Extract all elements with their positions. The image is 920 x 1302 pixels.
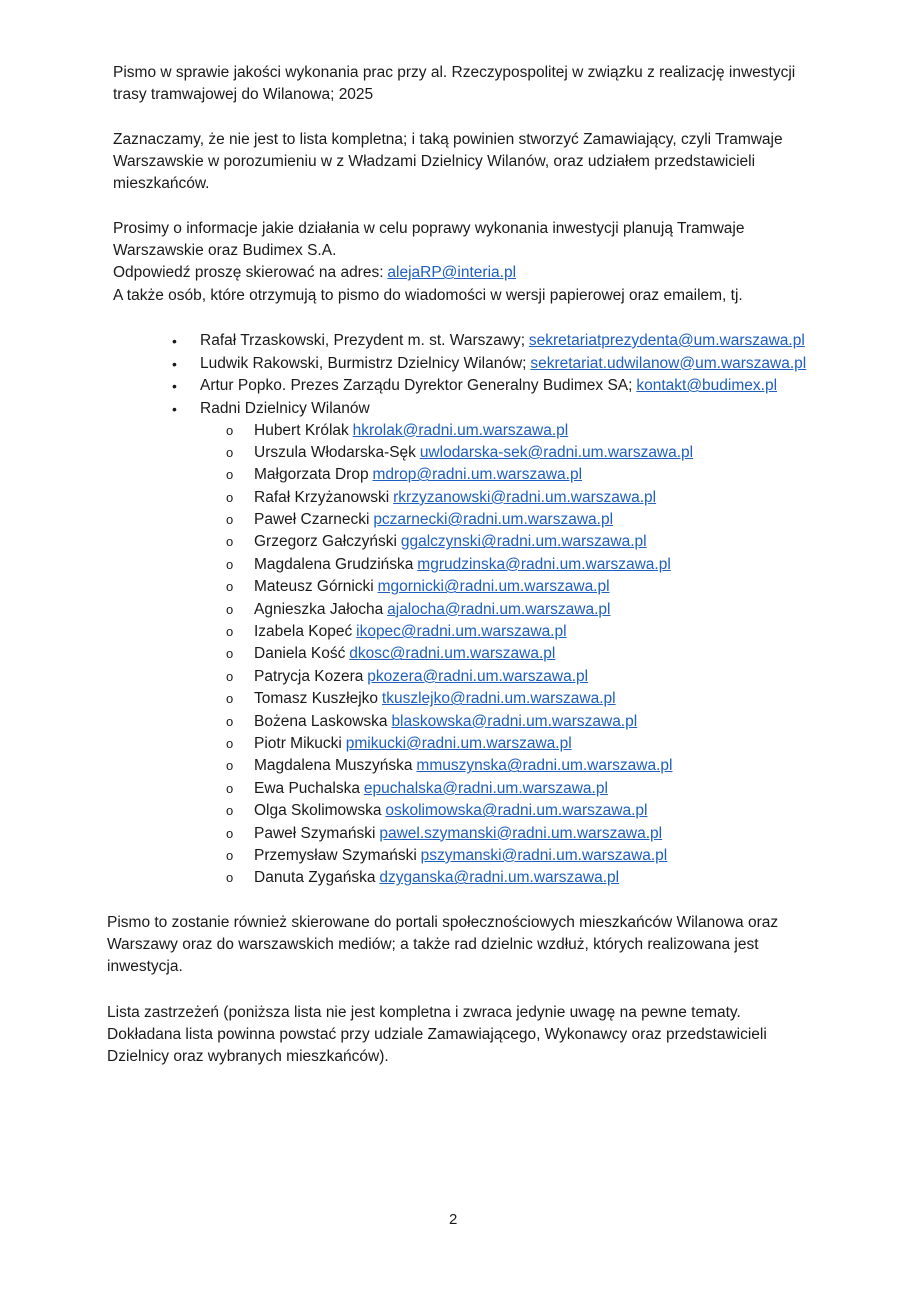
council-member-email-link[interactable]: ggalczynski@radni.um.warszawa.pl <box>400 533 647 551</box>
list-item <box>170 330 890 353</box>
council-member-name: Piotr Mikucki <box>254 734 342 752</box>
council-member-email-link[interactable]: mgrudzinska@radni.um.warszawa.pl <box>417 555 671 573</box>
list-item <box>226 711 693 733</box>
list-item <box>226 531 693 553</box>
list-item <box>226 599 693 621</box>
council-member-name: Ewa Puchalska <box>254 779 360 797</box>
reply-email-link[interactable]: alejaRP@interia.pl <box>387 264 517 281</box>
circle-bullet-icon: o <box>226 646 234 662</box>
council-member-email-link[interactable]: ajalocha@radni.um.warszawa.pl <box>387 600 611 618</box>
council-member-email-link[interactable]: pszymanski@radni.um.warszawa.pl <box>420 846 668 864</box>
council-member-name: Mateusz Górnicki <box>254 578 374 596</box>
council-members-list <box>226 420 693 890</box>
circle-bullet-icon: o <box>226 668 234 684</box>
circle-bullet-icon: o <box>226 534 234 550</box>
council-member-name: Tomasz Kuszłejko <box>254 690 379 708</box>
council-member-email-link[interactable]: pkozera@radni.um.warszawa.pl <box>367 667 589 685</box>
recipients-list <box>170 330 890 887</box>
letter-subject: Pismo w sprawie jakości wykonania prac przy al. Rzeczypospolitej w związku z realizację inwestycji trasy tramwajowej do Wilanowa; 2025 <box>113 64 796 103</box>
list-item <box>226 487 693 509</box>
circle-bullet-icon: o <box>226 422 234 438</box>
council-member-email-link[interactable]: pmikucki@radni.um.warszawa.pl <box>345 734 572 752</box>
list-item <box>226 509 693 531</box>
list-item <box>226 666 693 688</box>
reply-address-label: Odpowiedź proszę skierować na adres: <box>113 264 384 281</box>
list-item <box>226 688 693 710</box>
bullet-icon: • <box>172 400 177 417</box>
list-item <box>226 845 693 867</box>
list-item <box>226 823 693 845</box>
list-item <box>226 621 693 643</box>
council-member-email-link[interactable]: rkrzyzanowski@radni.um.warszawa.pl <box>393 488 657 506</box>
recipient-email-link[interactable]: kontakt@budimex.pl <box>636 377 778 394</box>
bullet-icon: • <box>172 333 177 349</box>
council-member-name: Magdalena Muszyńska <box>254 757 413 775</box>
list-item <box>226 755 693 777</box>
council-member-name: Olga Skolimowska <box>254 802 382 820</box>
council-member-name: Patrycja Kozera <box>254 667 364 685</box>
list-item <box>226 733 693 755</box>
circle-bullet-icon: o <box>226 847 234 863</box>
council-member-name: Grzegorz Gałczyński <box>254 533 397 551</box>
council-member-name: Małgorzata Drop <box>254 466 369 484</box>
list-item <box>170 353 890 376</box>
council-member-name: Hubert Królak <box>254 421 349 439</box>
page-number: 2 <box>449 1211 458 1228</box>
list-item <box>226 867 693 889</box>
council-member-email-link[interactable]: mdrop@radni.um.warszawa.pl <box>372 466 583 484</box>
circle-bullet-icon: o <box>226 691 234 707</box>
council-member-name: Paweł Czarnecki <box>254 511 370 529</box>
information-request: Prosimy o informacje jakie działania w celu poprawy wykonania inwestycji planują Tramwaje Warszawskie oraz Budimex S.A. <box>113 220 745 259</box>
circle-bullet-icon: o <box>226 780 234 796</box>
list-item <box>226 576 693 598</box>
council-member-email-link[interactable]: tkuszlejko@radni.um.warszawa.pl <box>381 690 616 708</box>
list-item <box>226 420 693 442</box>
council-member-email-link[interactable]: mgornicki@radni.um.warszawa.pl <box>377 578 610 596</box>
council-member-email-link[interactable]: dzyganska@radni.um.warszawa.pl <box>379 869 620 887</box>
council-member-name: Magdalena Grudzińska <box>254 555 414 573</box>
council-member-email-link[interactable]: mmuszynska@radni.um.warszawa.pl <box>416 757 673 775</box>
council-member-email-link[interactable]: oskolimowska@radni.um.warszawa.pl <box>385 802 648 820</box>
recipient-name: Rafał Trzaskowski, Prezydent m. st. Warszawy; <box>200 332 526 349</box>
council-member-email-link[interactable]: pawel.szymanski@radni.um.warszawa.pl <box>379 824 663 842</box>
council-member-name: Daniela Kość <box>254 645 346 663</box>
list-item <box>170 375 890 398</box>
distribution-note: Pismo to zostanie również skierowane do portali społecznościowych mieszkańców Wilanowa oraz Warszawy oraz do warszawskich mediów; a także rad dzielnic wzdłuż, których realizowana jest inwestycja. <box>107 914 779 975</box>
circle-bullet-icon: o <box>226 467 234 483</box>
list-item-council <box>170 398 890 887</box>
council-member-email-link[interactable]: epuchalska@radni.um.warszawa.pl <box>363 779 608 797</box>
council-member-name: Izabela Kopeć <box>254 623 353 641</box>
list-item <box>226 442 693 464</box>
recipient-name: Ludwik Rakowski, Burmistrz Dzielnicy Wilanów; <box>200 354 527 372</box>
circle-bullet-icon: o <box>226 489 234 505</box>
completeness-note: Zaznaczamy, że nie jest to lista kompletna; i taką powinien stworzyć Zamawiający, czyli Tramwaje Warszawskie w porozumieniu w z Władzami Dzielnicy Wilanów, oraz udziałem przedstawicieli mieszkańców. <box>113 131 783 192</box>
list-item <box>226 778 693 800</box>
council-member-name: Przemysław Szymański <box>254 846 417 864</box>
circle-bullet-icon: o <box>226 579 234 595</box>
circle-bullet-icon: o <box>226 556 234 572</box>
circle-bullet-icon: o <box>226 803 234 819</box>
council-member-name: Danuta Zygańska <box>254 869 376 887</box>
list-item <box>226 643 693 665</box>
bullet-icon: • <box>172 355 177 372</box>
council-member-name: Paweł Szymański <box>254 824 376 842</box>
council-member-email-link[interactable]: ikopec@radni.um.warszawa.pl <box>356 623 567 641</box>
circle-bullet-icon: o <box>226 601 234 617</box>
council-member-email-link[interactable]: uwlodarska-sek@radni.um.warszawa.pl <box>419 443 694 461</box>
recipient-email-link[interactable]: sekretariat.udwilanow@um.warszawa.pl <box>530 354 807 372</box>
objections-intro: Lista zastrzeżeń (poniższa lista nie jest kompletna i zwraca jedynie uwagę na pewne tematy. Dokładana lista powinna powstać przy udziale Zamawiającego, Wykonawcy oraz przedstawicieli Dzielnicy oraz wybranych mieszkańców). <box>107 1004 767 1065</box>
council-label: Radni Dzielnicy Wilanów <box>200 399 370 417</box>
list-item <box>226 800 693 822</box>
list-item <box>226 554 693 576</box>
list-item <box>226 464 693 486</box>
council-member-email-link[interactable]: hkrolak@radni.um.warszawa.pl <box>352 421 569 439</box>
circle-bullet-icon: o <box>226 713 234 729</box>
circle-bullet-icon: o <box>226 444 234 460</box>
council-member-email-link[interactable]: pczarnecki@radni.um.warszawa.pl <box>373 511 614 529</box>
circle-bullet-icon: o <box>226 512 234 528</box>
council-member-name: Bożena Laskowska <box>254 712 388 730</box>
circle-bullet-icon: o <box>226 735 234 751</box>
reply-address-line <box>113 262 813 284</box>
circle-bullet-icon: o <box>226 758 234 774</box>
recipient-email-link[interactable]: sekretariatprezydenta@um.warszawa.pl <box>528 332 805 349</box>
council-member-name: Urszula Włodarska-Sęk <box>254 443 416 461</box>
bullet-icon: • <box>172 378 177 394</box>
circle-bullet-icon: o <box>226 870 234 886</box>
council-member-email-link[interactable]: blaskowska@radni.um.warszawa.pl <box>391 712 638 730</box>
circle-bullet-icon: o <box>226 624 234 640</box>
recipient-name: Artur Popko. Prezes Zarządu Dyrektor Generalny Budimex SA; <box>200 377 633 394</box>
council-member-name: Rafał Krzyżanowski <box>254 488 390 506</box>
circle-bullet-icon: o <box>226 825 234 841</box>
copies-intro: A także osób, które otrzymują to pismo do wiadomości w wersji papierowej oraz emailem, tj. <box>113 287 743 304</box>
council-member-email-link[interactable]: dkosc@radni.um.warszawa.pl <box>349 645 556 663</box>
council-member-name: Agnieszka Jałocha <box>254 600 384 618</box>
